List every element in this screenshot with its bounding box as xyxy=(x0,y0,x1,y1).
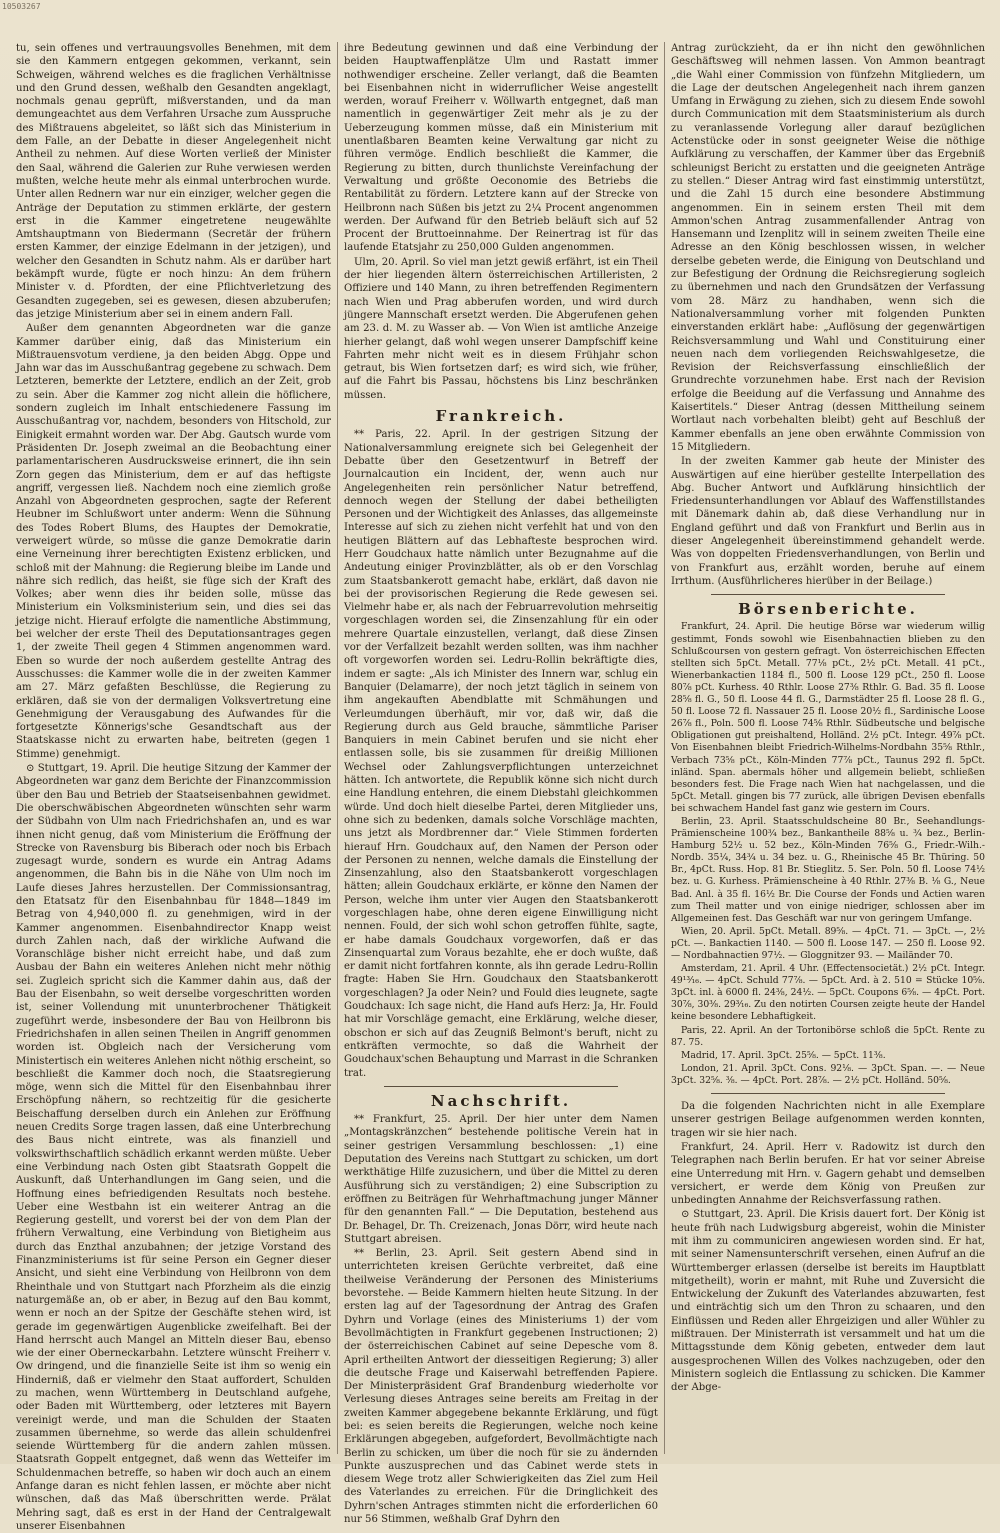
stock-report: Berlin, 23. April. Staatsschuldscheine 80 Br., Seehandlungs-Prämienscheine 100¾ bez., Bankantheile 88⅝ u. ¾ bez., Berlin-Hamburg 52½ u. 52 bez., Köln-Minden 76⅝ G., Friedr.-Wilh.-Nordb. 35¼, 34¾ u. 34 bez. u. G., Rheinische 45 Br. Thüring. 50 Br., 4pCt. Russ. Hop. 81 Br. Stieglitz. 5. Ser. Poln. 50 fl. Loose 74½ bez. u. G. Kurhess. Prämienscheine à 40 Rthlr. 27⅜ B. ⅛ G., Neue Bad. Anl. à 35 fl. 16½ Br. Die Course der Fonds und Actien waren zum Theil matter und von einige niedriger, schlossen aber im Allgemeinen fest. Das Geschäft war nur von geringem Umfange. xyxy=(671,815,985,924)
paragraph: ⊙ Stuttgart, 19. April. Die heutige Sitzung der Kammer der Abgeordneten war ganz dem Berichte der Finanzcommission über den Bau und Betrieb der Staatseisenbahnen gewidmet. Die oberschwäbischen Abgeordneten wünschten sehr warm der Südbahn von Ulm nach Friedrichshafen an, und es war ihnen nicht genug, daß vom Ministerium die Eröffnung der Strecke von Ravensburg bis Biberach oder noch bis Erbach zugesagt wurde, sondern es wurde ein Antrag Adams angenommen, die Bahn bis in die Nähe von Ulm noch im Laufe dieses Jahres herzustellen. Der Commissionsantrag, den Etatsatz für den Eisenbahnbau für 1848—1849 im Betrag von 4,940,000 fl. zu genehmigen, wird in der Kammer angenommen. Eisenbahndirector Knapp weist durch Zahlen nach, daß der wirkliche Aufwand die Voranschläge bisher nicht erreicht habe, und daß zum Ausbau der Bahn ein weiteres Anlehen nicht mehr nöthig sei. Zugleich spricht sich die Kammer dahin aus, daß der Bau der Eisenbahn, so weit derselbe vorgeschritten worden ist, seiner Vollendung mit ununterbrochener Thätigkeit zugeführt werde, insbesondere der Bau von Heilbronn bis Friedrichshafen in allen seinen Theilen in Angriff genommen worden ist. Obgleich nach der Versicherung vom Ministertisch ein weiteres Anlehen nicht nöthig erscheint, so beschließt die Kammer doch noch, die Staatsregierung möge, wenn sich die Mittel für den Eisenbahnbau ihrer Erschöpfung nähern, so rechtzeitig für die gesicherte Beischaffung derselben durch ein Anlehen zur Eröffnung neuen Credits Sorge tragen lassen, daß eine Unterbrechung des Baus nicht eintrete, was als finanziell und volkswirthschaftlich schädlich erkannt werden müßte. Ueber eine Verbindung nach Osten gibt Staatsrath Goppelt die Auskunft, daß Unterhandlungen im Gang seien, und die Hoffnung eines befriedigenden Resultats noch bestehe. Ueber eine Westbahn ist ein weiterer Antrag an die Regierung gestellt, und vorerst bei der von dem Plan der frühern Verwaltung, eine Verbindung von Bietigheim aus durch das Enzthal anzubahnen; der jetzige Vorstand des Finanzministeriums ist für seine Person ein Gegner dieser Ansicht, und sieht eine Verbindung von Heilbronn von dem Rheinthale und von Stuttgart nach Pforzheim als die einzig naturgemäße an, ob er aber, in Bezug auf den Bau kommt, wenn er noch an der Spitze der Geschäfte stehen wird, ist gerade im gegenwärtigen Augenblicke zweifelhaft. Bei der Hand herrscht auch Mangel an Mitteln dieser Bau, ebenso wie der einer Oberneckarbahn. Letztere wünscht Freiherr v. Ow dringend, und die finanzielle Seite ist ihm so wenig ein Hinderniß, daß er vielmehr den Staat auffordert, Schulden zu machen, wenn Württemberg in Deutschland aufgehe, oder Baden mit Württemberg, oder letzteres mit Bayern vereinigt werde, und man die Schulden der Staaten zusammen übernehme, so werde das allein schuldenfrei seiende Württemberg für die andern zahlen müssen. Staatsrath Goppelt entgegnet, daß wenn das Wetteifer im Schuldenmachen betreffe, so haben wir doch auch an einem Anfange daran es nicht fehlen lassen, er möchte aber nicht wünschen, daß das Maß überschritten werde. Prälat Mehring sagt, daß es erst in der Hand der Centralgewalt unserer Eisenbahnen xyxy=(16,763,331,1532)
paragraph: ⊙ Stuttgart, 23. April. Die Krisis dauert fort. Der König ist heute früh nach Ludwigsburg abgereist, wohin die Minister mit ihm zu communiciren angewiesen worden sind. Er hat, mit seiner Namensunterschrift versehen, einen Aufruf an die Württemberger erlassen (derselbe ist bereits im Hauptblatt mitgetheilt), worin er mahnt, mit Ruhe und Zuversicht die Entwickelung der Zukunft des Vaterlandes abzuwarten, fest und einträchtig sich um den Thron zu schaaren, und den Einflüssen und Reden aller Ehrgeizigen und aller Wühler zu mißtrauen. Der Ministerrath ist versammelt und hat um die Mittagsstunde dem König gebeten, entweder dem laut ausgesprochenen Willen des Volkes nachzugeben, oder den Ministern sogleich die Entlassung zu schicken. Die Kammer der Abge- xyxy=(671,1209,985,1394)
divider xyxy=(711,1093,945,1094)
stock-report: Amsterdam, 21. April. 4 Uhr. (Effectensocietät.) 2½ pCt. Integr. 49¹³⁄₁₆. — 4pCt. Schuld 77⅞. — 5pCt. Ard. à 2. 510 = Stücke 10⅝. 3pCt. inl. à 6000 fl. 24⅜, 24½. — 5pCt. Coupons 6⅝. — 4pCt. Port. 30⅞, 30⅜. 29³⁄₁₆. Zu den notirten Coursen zeigte heute der Handel keine besondere Lebhaftigkeit. xyxy=(671,963,985,1023)
paragraph: In der zweiten Kammer gab heute der Minister des Auswärtigen auf eine hierüber gestellte Interpellation des Abg. Bucher Antwort und Aufklärung hinsichtlich der Friedensunterhandlungen vor Ablauf des Waffenstillstandes mit Dänemark dahin ab, daß diese Verhandlung nur in England geführt und daß von Frankfurt und Berlin aus in dieser Angelegenheit übereinstimmend gehandelt werde. Was von doppelten Friedensverhandlungen, von Berlin und von Frankfurt aus, erzählt worden, beruhe auf einem Irrthum. (Ausführlicheres hierüber in der Beilage.) xyxy=(671,456,985,587)
columns xyxy=(10,42,992,1532)
stock-report: Paris, 22. April. An der Tortonibörse schloß die 5pCt. Rente zu 87. 75. xyxy=(671,1024,985,1048)
paragraph: ihre Bedeutung gewinnen und daß eine Verbindung der beiden Hauptwaffenplätze Ulm und Rastatt immer nothwendiger erscheine. Zeller verlangt, daß die Beamten bei Eisenbahnen nicht in widerruflicher Weise angestellt werden, worauf Freiherr v. Wöllwarth entgegnet, daß man namentlich in gegenwärtiger Zeit mehr als je zu der Ueberzeugung kommen müsse, daß ein Ministerium mit unentlaßbaren Beamten keine Verwaltung gar nicht zu führen vermöge. Endlich beschließt die Kammer, die Regierung zu bitten, durch thunlichste Vereinfachung der Verwaltung und größte Oeconomie des Betriebs die Rentabilität zu fördern. Letztere kann auf der Strecke von Heilbronn nach Süßen bis jetzt zu 2¼ Procent angenommen werden. Der Aufwand für den Betrieb beläuft sich auf 52 Procent der Bruttoeinnahme. Der Reinertrag ist für das laufende Etatsjahr zu 250,000 Gulden angenommen. xyxy=(344,43,658,254)
stock-reports xyxy=(671,621,985,1087)
section-heading-frankreich: Frankreich. xyxy=(435,407,567,426)
paragraph: Antrag zurückzieht, da er ihn nicht den gewöhnlichen Geschäftsweg will nehmen lassen. Von Ammon beantragt „die Wahl einer Commission von fünfzehn Mitgliedern, um die Lage der deutschen Angelegenheit nach ihrem ganzen Umfang in Erwägung zu ziehen, sich zu diesem Ende sowohl durch Communication mit dem Staatsministerium als durch zu veranlassende Vorlegung aller darauf bezüglichen Actenstücke oder in sonst geeigneter Weise die nöthige Aufklärung zu verschaffen, der Kammer über das Ergebniß schleunigst Bericht zu erstatten und die geeigneten Anträge zu stellen.“ Dieser Antrag wird fast einstimmig unterstützt, und die Zahl 15 durch eine besondere Abstimmung angenommen. Ein in seinem ersten Theil mit dem Ammon'schen Antrag zusammenfallender Antrag von Hansemann und Izenplitz will in seinem zweiten Theile eine Adresse an den König beschlossen wissen, in welcher derselbe gebeten werde, die Einigung von Deutschland und zur Befestigung der Ordnung die Reichsregierung sogleich zu übernehmen und nach den Grundsätzen der Verfassung vom 28. März zu handhaben, wenn sich die Nationalversammlung vorher mit folgenden Punkten einverstanden erklärt habe: „Auflösung der gegenwärtigen Reichsversammlung und Wahl und Constituirung einer neuen nach dem vorliegenden Reichswahlgesetze, die Revision der Reichsverfassung einschließlich der Grundrechte vorzunehmen habe. Erst nach der Revision erfolge die Beeidung auf die Verfassung und Annahme des Kaisertitels.“ Dieser Antrag (dessen Mittheilung seinem Wortlaut nach vorbehalten bleibt) geht auf Beschluß der Kammer ebenfalls an jene oben erwähnte Commission von 15 Mitgliedern. xyxy=(671,43,985,453)
divider xyxy=(711,594,945,595)
stock-report: Madrid, 17. April. 3pCt. 25⅝. — 5pCt. 11⅜. xyxy=(681,1049,886,1061)
column-1 xyxy=(10,42,337,1532)
paragraph: Da die folgenden Nachrichten nicht in alle Exemplare unserer gestrigen Beilage aufgenommen werden konnten, tragen wir sie hier nach. xyxy=(671,1101,985,1139)
column-2 xyxy=(337,42,664,1526)
paragraph: tu, sein offenes und vertrauungsvolles Benehmen, mit dem sie den Kammern entgegen gekommen, verkannt, sein Schweigen, während welches es die fraglichen Verhältnisse und den Grund dessen, weßhalb den Gesandten angeklagt, nochmals genau geprüft, mißverstanden, und da man demungeachtet aus dem Verfahren Ursache zum Ausspruche des Mißtrauens abgeleitet, so läßt sich das Ministerium in dem Falle, an der Debatte in dieser Angelegenheit nicht Antheil zu nehmen. Auf diese Worten verließ der Minister den Saal, während die Galerien zur Ruhe verwiesen werden mußten, welche heute mehr als einmal unterbrochen wurde. Unter allen Rednern war nur ein einziger, welcher gegen die Anträge der Deputation zu stimmen erklärte, der gestern erst in die Kammer eingetretene neugewählte Amtshauptmann von Biedermann (Secretär der frühern ersten Kammer, der einzige Edelmann in der jetzigen), und welcher den Gesandten in Schutz nahm. Als er darüber hart bekämpft wurde, fügte er noch hinzu: An dem frühern Minister v. d. Pfordten, der eine Pflichtverletzung des Gesandten zugegeben, sei es gewesen, diesen abzuberufen; das jetzige Ministerium aber sei in einem andern Fall. xyxy=(16,43,331,320)
column-3 xyxy=(664,42,991,1454)
paragraph: ** Frankfurt, 25. April. Der hier unter dem Namen „Montagskränzchen“ bestehende politische Verein hat in seiner gestrigen Versammlung beschlossen: „1) eine Deputation des Vereins nach Stuttgart zu schicken, um dort werkthätige Hilfe zuzusichern, und über die Mittel zu deren Ausführung sich zu verständigen; 2) eine Subscription zu eröffnen zu Beiträgen für Wehrhaftmachung junger Männer für den genannten Fall.“ — Die Deputation, bestehend aus Dr. Behagel, Dr. Th. Creizenach, Jonas Dörr, wird heute nach Stuttgart abreisen. xyxy=(344,1114,658,1245)
paragraph: Außer dem genannten Abgeordneten war die ganze Kammer darüber einig, daß das Ministerium ein Mißtrauensvotum verdiene, ja den beiden Abgg. Oppe und Jahn war das im Ausschußantrag gegebene zu schwach. Dem Letzteren, bemerkte der Letztere, endlich an der Zeit, grob zu sein. Aber die Kammer zog nicht allein die höflichere, sondern zugleich im Inhalt entschiedenere Fassung im Ausschußantrag vor, nachdem, besonders von Hitschold, zur Einigkeit ermahnt worden war. Der Abg. Gautsch wurde vom Präsidenten Dr. Joseph zweimal an die Beobachtung einer parlamentarischeren Ausdrucksweise erinnert, die ihn sein Zorn gegen das Ministerium, dem er auf das heftigste angriff, vergessen ließ. Nachdem noch eine ziemlich große Anzahl von Abgeordneten gesprochen, sagte der Referent Heubner im Schlußwort unter anderm: Wenn die Sühnung des Todes Robert Blums, des Hauptes der Demokratie, verweigert würde, so müsse die ganze Demokratie darin eine Verneinung ihrer berechtigten Existenz erblicken, und schloß mit der Mahnung: die Regierung bleibe im Lande und nähre sich redlich, das heißt, sie füge sich der Kraft des Volkes; aber wenn dies ihr beiden solle, müsse das Ministerium ein Volksministerium sein, und dies sei das jetzige nicht. Hierauf erfolgte die namentliche Abstimmung, bei welcher der erste Theil des Deputationsantrages gegen 1, der zweite Theil gegen 4 Stimmen angenommen ward. Eben so wurde der noch außerdem gestellte Antrag des Ausschusses: die Kammer wolle die in der zweiten Kammer am 27. März gefaßten Beschlüsse, die Regierung zu erklären, daß sie von der dermaligen Volksvertretung eine Genehmigung der Verausgabung des Aufwandes für die fortgesetzte Könnerigs'sche Gesandtschaft aus der Staatskasse nicht zu erwarten habe, beitreten (gegen 1 Stimme) genehmigt. xyxy=(16,323,331,760)
stock-report: London, 21. April. 3pCt. Cons. 92⅛. — 3pCt. Span. —. — Neue 3pCt. 32⅝. ⅜. — 4pCt. Port. 28⅞. — 2½ pCt. Holländ. 50⅝. xyxy=(671,1062,985,1086)
section-heading-boersenberichte: Börsenberichte. xyxy=(738,600,918,619)
stock-report: Frankfurt, 24. April. Die heutige Börse war wiederum willig gestimmt, Fonds sowohl wie Eisenbahnactien blieben zu den Schlußcoursen von gestern gefragt. Von österreichischen Effecten stellten sich 5pCt. Metall. 77⅛ pCt., 2½ pCt. Metall. 41 pCt., Wienerbankactien 1184 fl., 500 fl. Loose 129 pCt., 250 fl. Loose 80⅞ pCt. Kurhess. 40 Rthlr. Loose 27⅜ Rthlr. G. Bad. 35 fl. Loose 28⅝ fl. G., 50 fl. Loose 44 fl. G., Darmstädter 25 fl. Loose 28 fl. G., 50 fl. Loose 72 fl. Nassauer 25 fl. Loose 20½ fl., Sardinische Loose 26⅞ fl., Poln. 500 fl. Loose 74⅝ Rthlr. Südbeutsche und belgische Obligationen gut preishaltend, Holländ. 2½ pCt. Integr. 49⅞ pCt. Von Eisenbahnen bleibt Friedrich-Wilhelms-Nordbahn 35⅝ Rthlr., Verbach 73⅝ pCt., Köln-Minden 77⅞ pCt., Taunus 292 fl. 5pCt. inländ. Span. abermals höher und allgemein beliebt, schließen besonders fest. Die Frage nach Wien hat nachgelassen, und die 5pCt. Metall. gingen bis 77 zurück, alle übrigen Devisen ebenfalls bei schwachem Handel fast ganz wie gestern im Cours. xyxy=(671,621,985,814)
paragraph: ** Paris, 22. April. In der gestrigen Sitzung der Nationalversammlung ereignete sich bei Gelegenheit der Debatte über den Gesetzentwurf in Betreff der Journalcaution ein Incident, der, wenn auch nur Angelegenheiten rein persönlicher Natur betreffend, dennoch wegen der Stellung der dabei betheiligten Personen und der Wichtigkeit des Anlasses, das allgemeinste Interesse auf sich zu ziehen nicht verfehlt hat und von den heutigen Blättern auf das Lebhafteste besprochen wird. Herr Goudchaux hatte nämlich unter Bezugnahme auf die Andeutung einiger Provinzblätter, als ob er den Vorschlag zum Staatsbankerott gemacht habe, erklärt, daß davon nie bei der provisorischen Regierung die Rede gewesen sei. Vielmehr habe er, als nach der Februarrevolution mehrseitig vorgeschlagen worden sei, die Zinsenzahlung für ein oder mehrere Quartale einzustellen, verlangt, daß diese Zinsen vor der Verfallzeit bezahlt werden sollten, was ihm nachher oft vorgeworfen worden sei. Ledru-Rollin bekräftigte dies, indem er sagte: „Als ich Minister des Innern war, schlug ein Banquier (Delamarre), der noch jetzt täglich in seinem von ihm angekauften Abendblatte mit Schmähungen und Verleumdungen überhäuft, mir vor, daß wir, daß die Regierung durch aus Geld brauche, sämmtliche Pariser Banquiers in mein Cabinet berufen und sie nicht eher entlassen solle, bis sie zusammen für dreißig Millionen Wechsel oder Zahlungsverpflichtungen unterzeichnet hätten. Ich antwortete, die Republik könne sich nicht durch eine Handlung entehren, die einem Diebstahl gleichkommen würde. Und doch hielt dieselbe Partei, deren Mitglieder uns, ohne sich zu bedenken, damals solche Vorschläge machten, uns jetzt als Mordbrenner dar.“ Viele Stimmen forderten hierauf Hrn. Goudchaux auf, den Namen der Person oder der Personen zu nennen, welche damals die Einstellung der Zinsenzahlung, also den Staatsbankerott vorgeschlagen hätten; allein Goudchaux erklärte, er könne den Namen der Person, welche ihm unter vier Augen den Staatsbankerott vorgeschlagen habe, ohne deren eigene Einwilligung nicht nennen. Fould, der sich wohl schon getroffen fühlte, sagte, er habe damals Goudchaux vorgeworfen, daß er das Zinsenquartal zum Voraus bezahlte, ehe er doch wußte, daß er damit nicht fortfahren konnte, als ihn gerade Ledru-Rollin fragte: Haben Sie Hrn. Goudchaux den Staatsbankerott vorgeschlagen? Ja oder Nein? und Fould dies leugnete, sagte Goudchaux: Ich sage nicht, die Hand aufs Herz: Ja, Hr. Fould hat mir Vorschläge gemacht, eine Erklärung, welche dieser, obschon er sich auf das Zeugniß Belmont's beruft, nicht zu entkräften vermochte, so daß die Wahrheit der Goudchaux'schen Behauptung und Marrast in die Schranken trat. xyxy=(344,429,658,1079)
paragraph: Ulm, 20. April. So viel man jetzt gewiß erfährt, ist ein Theil der hier liegenden ältern österreichischen Artilleristen, 2 Offiziere und 140 Mann, zu ihren betreffenden Regimentern nach Wien und Prag abberufen worden, und wird durch jüngere Mannschaft ersetzt werden. Die Abgerufenen gehen am 23. d. M. zu Wasser ab. — Von Wien ist amtliche Anzeige hierher gelangt, daß wohl wegen unserer Dampfschiff keine Fahrten mehr nicht weit es in diesem Frühjahr schon getraut, bis Wien fortsetzen darf; es wird sich, wie früher, auf die Fahrt bis Passau, höchstens bis Linz beschränken müssen. xyxy=(344,256,658,401)
paragraph: ** Berlin, 23. April. Seit gestern Abend sind in unterrichteten kreisen Gerüchte verbreitet, daß eine theilweise Veränderung der Personen des Ministeriums bevorstehe. — Beide Kammern hielten heute Sitzung. In der ersten lag auf der Tagesordnung der Antrag des Grafen Dyhrn und Vorlage (eines des Ministeriums 1) der vom Bevollmächtigten in Frankfurt gegebenen Instructionen; 2) der österreichischen Cabinet auf seine Depesche vom 8. April ertheilten Antwort der diesseitigen Regierung; 3) aller die deutsche Frage und Kaiserwahl betreffenden Papiere. Der Ministerpräsident Graf Brandenburg wiederholte vor Verlesung dieses Antrages seine bereits am Freitag in der zweiten Kammer abgegebene bekannte Erklärung, und fügt bei: es seien bereits die Regierungen, welche noch keine Erklärungen abgegeben, aufgefordert, Bevollmächtigte nach Berlin zu schicken, um über die noch für sie zu ändernden Punkte auszusprechen und das Cabinet werde stets in diesem Wege trotz aller Schwierigkeiten das Ziel zum Heil des Vaterlandes zu erreichen. Für die Dringlichkeit des Dyhrn'schen Antrages stimmten nicht die erforderlichen 60 nur 56 Stimmen, weßhalb Graf Dyhrn den xyxy=(344,1248,658,1526)
stock-report: Wien, 20. April. 5pCt. Metall. 89⅝. — 4pCt. 71. — 3pCt. —, 2½ pCt. —. Bankactien 1140. — 500 fl. Loose 147. — 250 fl. Loose 92. — Nordbahnactien 97½. — Gloggnitzer 93. — Mailänder 70. xyxy=(671,925,985,961)
paragraph: Frankfurt, 24. April. Herr v. Radowitz ist durch den Telegraphen nach Berlin berufen. Er hat vor seiner Abreise eine Unterredung mit Hrn. v. Gagern gehabt und demselben versichert, er werde dem König von Preußen zur unbedingten Annahme der Reichsverfassung rathen. xyxy=(671,1141,985,1207)
section-heading-nachschrift: Nachschrift. xyxy=(430,1091,572,1110)
divider xyxy=(384,1086,618,1087)
page-id: 10503267 xyxy=(2,2,41,11)
